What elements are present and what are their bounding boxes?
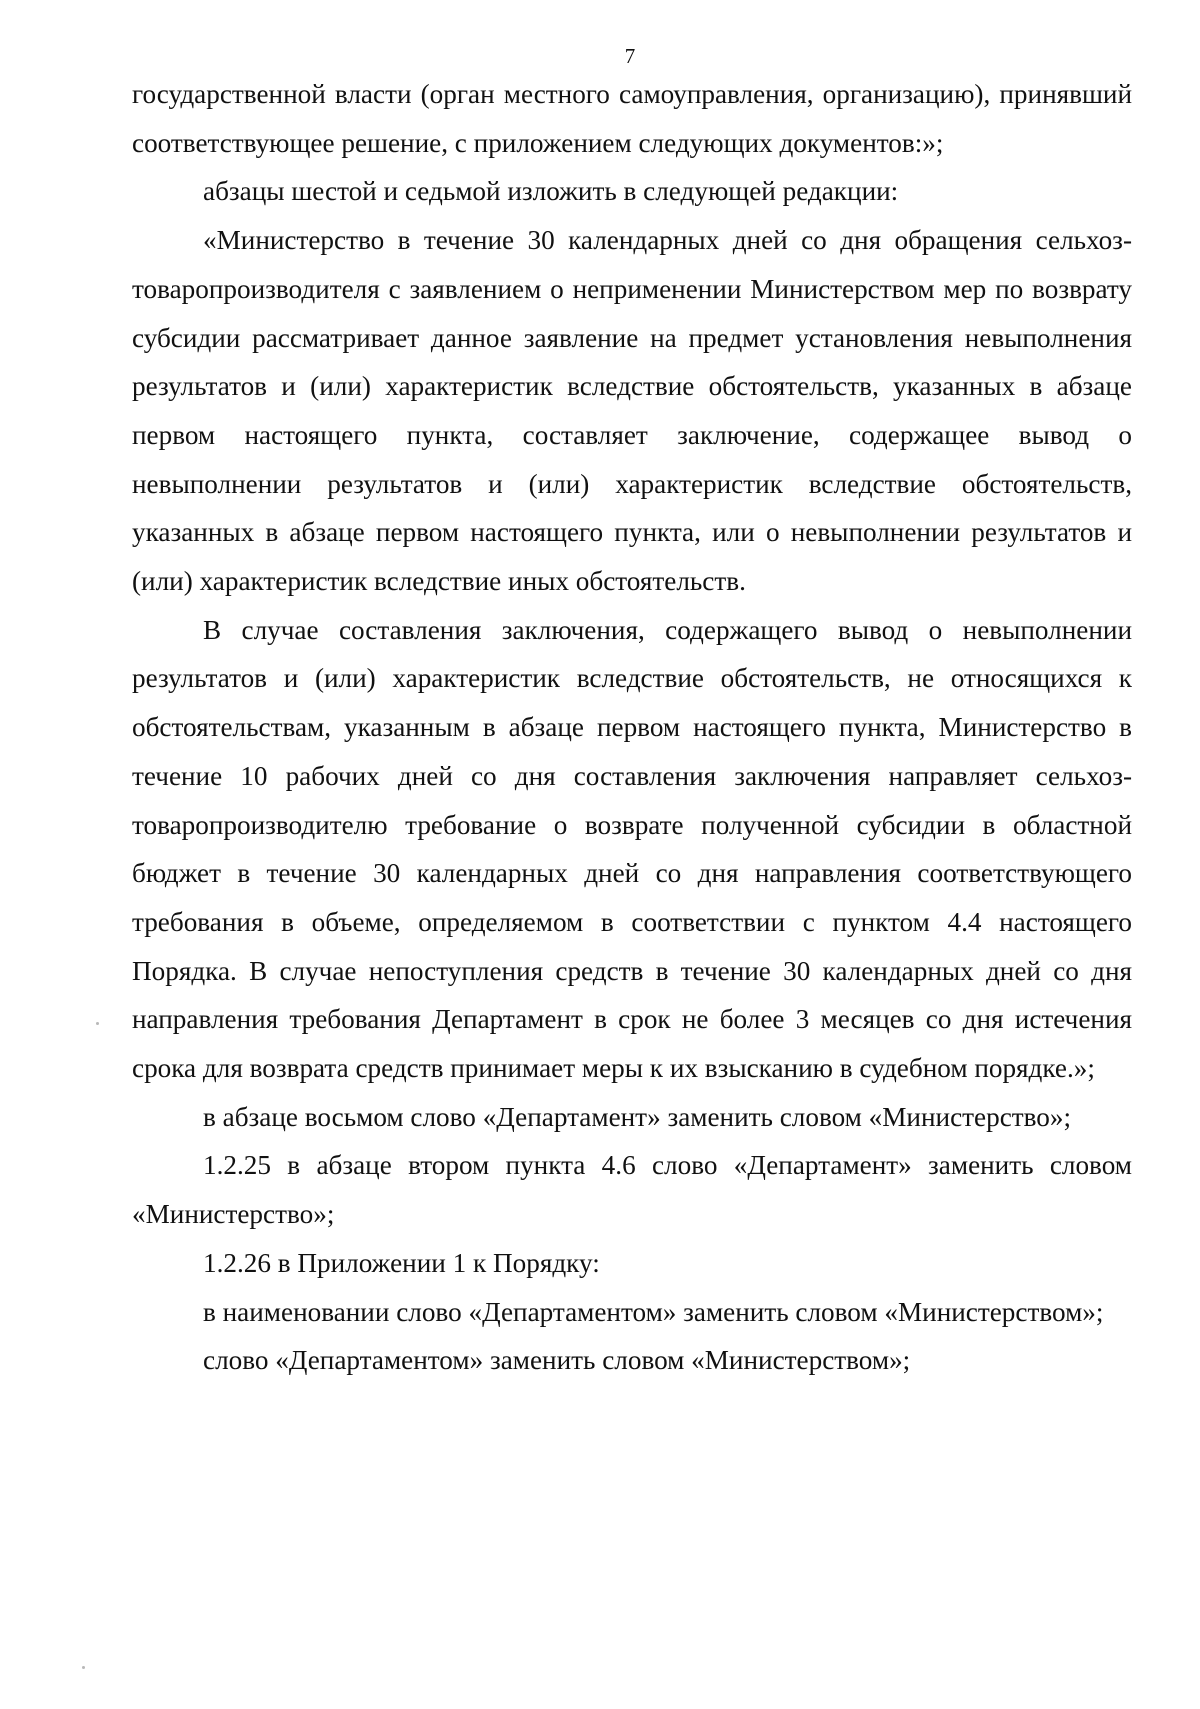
paragraph-ministry-review: «Министерство в течение 30 календарных дней со дня обращения сельхозтоваропроизводителя с заявлением о неприменении Министерством мер по возврату субсидии рассматривает данное заявление на предмет установления невыполнения результатов и (или) характеристик вследствие обстоятельств, указанных в абзаце первом настоящего пункта, составляет заключение, содержащее вывод о невыполнении результатов и (или) характеристик вследствие обстоятельств, указанных в абзаце первом настоящего пункта, или о невыполнении результатов и (или) характеристик вследствие иных обстоятельств. [132, 225, 1132, 597]
paragraph-refund-requirement: В случае составления заключения, содержащего вывод о невыполнении результатов и (или) характеристик вследствие обстоятельств, не относящихся к обстоятельствам, указанным в абзаце первом настоящего пункта, Министерство в течение 10 рабочих дней со дня составления заключения направляет сельхозтоваропроизводителю требование о возврате полученной субсидии в областной бюджет в течение 30 календарных дней со дня направления соответствующего требования в объеме, определяемом в соответствии с пунктом 4.4 настоящего Порядка. В случае непоступления средств в течение 30 календарных дней со дня направления требования Департамент в срок не более 3 месяцев со дня истечения срока для возврата средств принимает меры к их взысканию в судебном порядке.»; [132, 614, 1132, 1084]
scan-speck [96, 1022, 99, 1025]
paragraph-title-replacement: в наименовании слово «Департаментом» заменить словом «Министерством»; [203, 1296, 1104, 1327]
scan-speck [82, 1666, 85, 1669]
paragraph-continuation: государственной власти (орган местного самоуправления, организацию), принявший соответствующее решение, с приложением следующих документов:»; [132, 79, 1132, 158]
paragraph-instruction: абзацы шестой и седьмой изложить в следующей редакции: [203, 176, 899, 207]
page-number: 7 [624, 44, 636, 68]
paragraph-eighth-abzac: в абзаце восьмом слово «Департамент» заменить словом «Министерство»; [203, 1101, 1072, 1132]
paragraph-item-1-2-26: 1.2.26 в Приложении 1 к Порядку: [203, 1247, 600, 1278]
paragraph-item-1-2-25: 1.2.25 в абзаце втором пункта 4.6 слово «Департамент» заменить словом «Министерство»; [132, 1150, 1132, 1230]
document-body [132, 70, 1132, 1385]
paragraph-word-replacement: слово «Департаментом» заменить словом «Министерством»; [203, 1345, 911, 1376]
